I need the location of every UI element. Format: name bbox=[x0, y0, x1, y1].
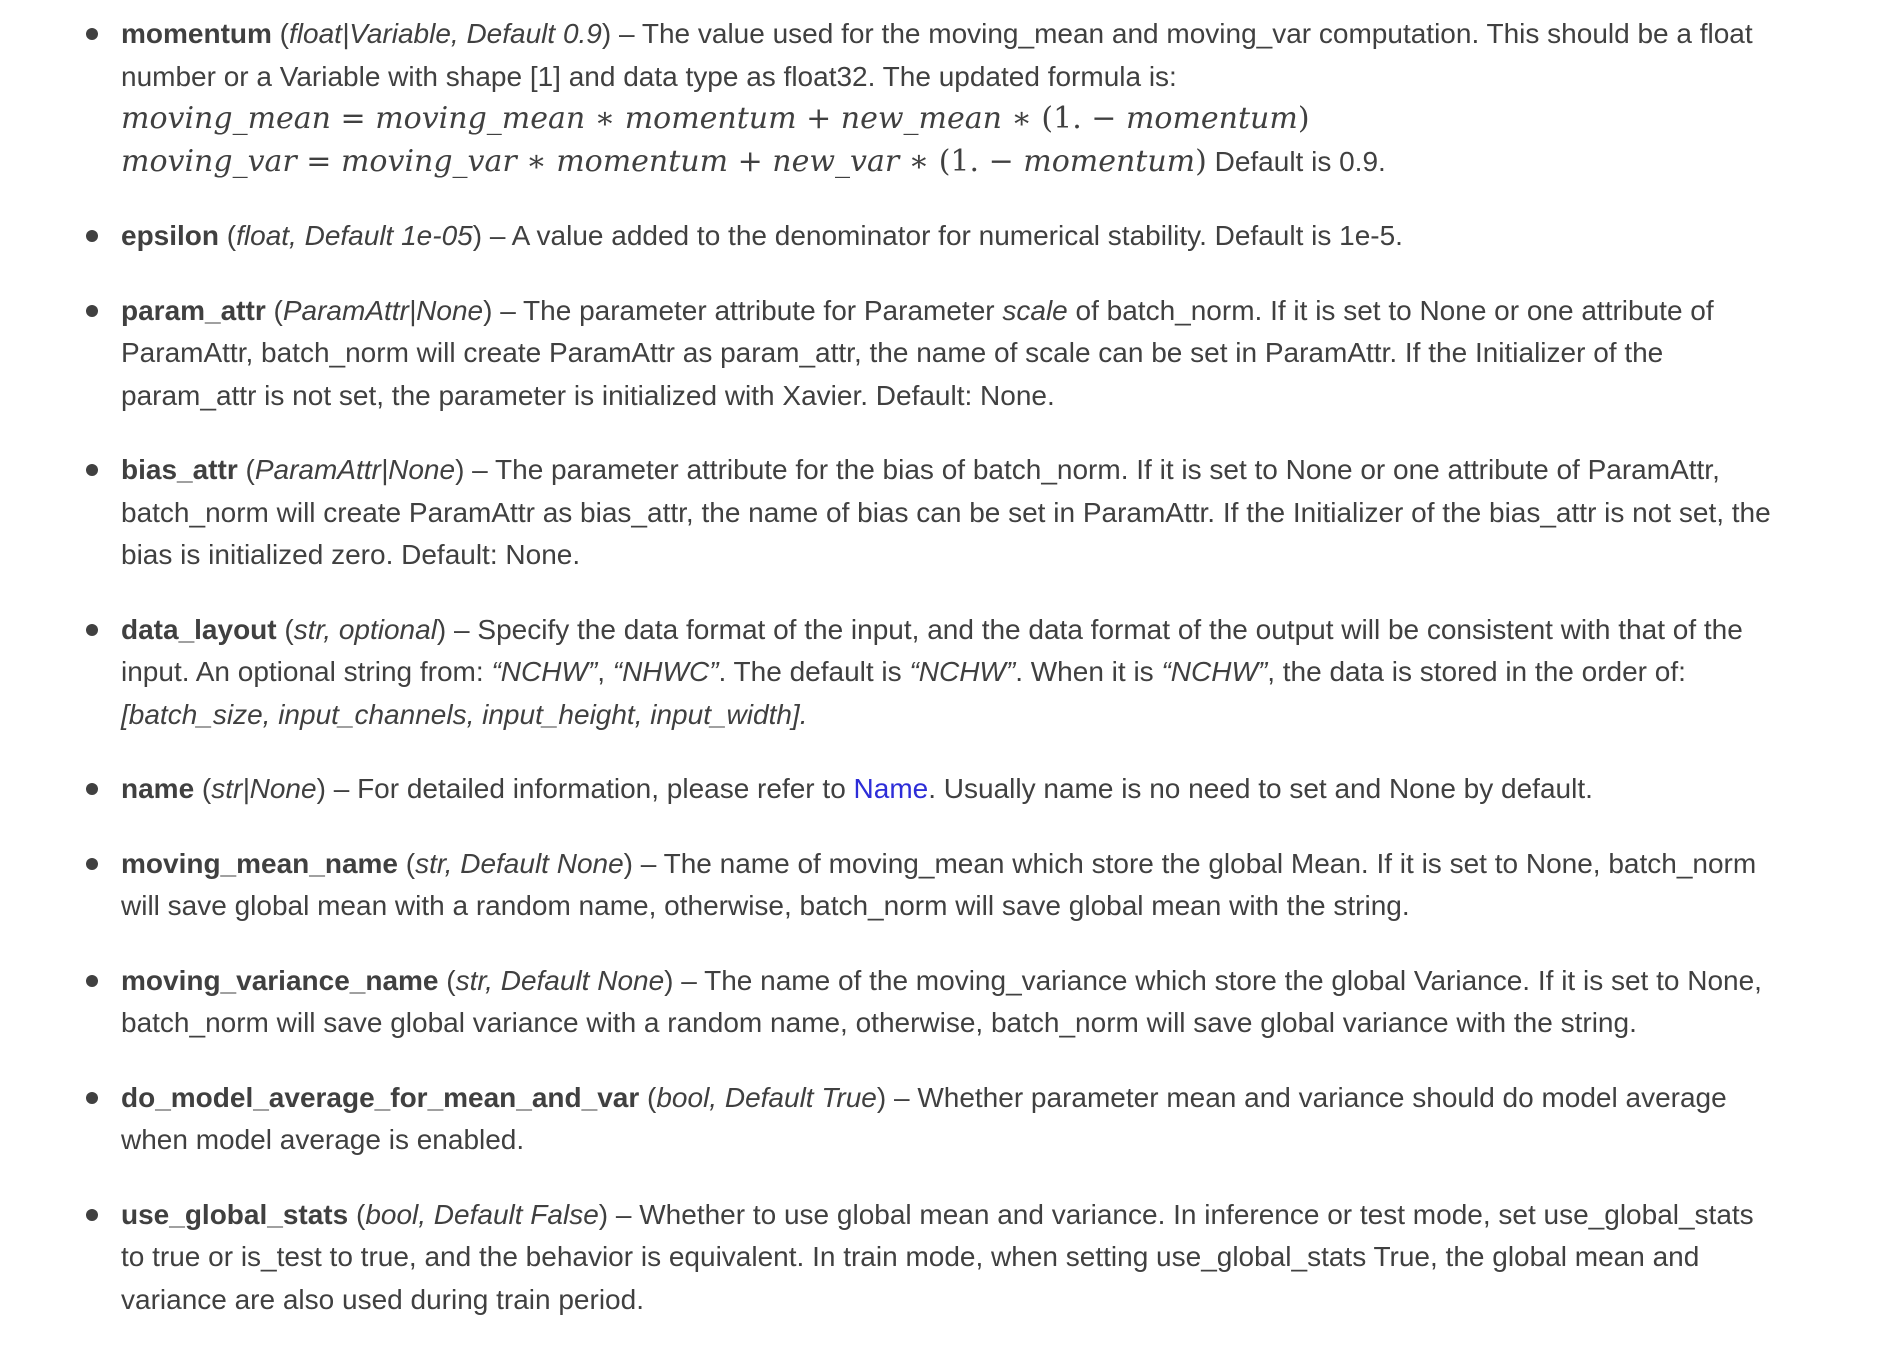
bullet-icon bbox=[86, 975, 98, 987]
param-type: ParamAttr|None bbox=[254, 454, 456, 485]
math-op: ∗ bbox=[1001, 101, 1042, 136]
period: . bbox=[799, 698, 808, 730]
bullet-icon bbox=[86, 464, 98, 476]
param-use-global-stats bbox=[0, 1194, 1902, 1322]
punct-open: ( bbox=[219, 220, 237, 251]
bullet-icon bbox=[86, 230, 98, 242]
formula-moving-mean bbox=[121, 98, 1782, 141]
param-description-part: , the data is stored in the order of: bbox=[1267, 656, 1686, 687]
param-description: The parameter attribute for Parameter bbox=[523, 294, 1003, 326]
param-description: The name of the moving_variance which store the global Variance. If it is set to None, batch_norm will save global variance with a random name, otherwise, batch_norm will save global variance with the string. bbox=[121, 964, 1762, 1038]
param-type: str|None bbox=[211, 773, 317, 804]
punct-close: ) – bbox=[876, 1081, 918, 1113]
formula-moving-var bbox=[121, 144, 1207, 179]
punct-close: ) – bbox=[664, 964, 705, 996]
param-description: For detailed information, please refer to bbox=[357, 773, 854, 804]
bullet-icon bbox=[86, 305, 98, 317]
punct-open: ( bbox=[237, 454, 255, 485]
param-description-part: . When it is bbox=[1015, 656, 1162, 687]
punct-close: ) – bbox=[316, 773, 358, 804]
param-bias-attr bbox=[0, 449, 1902, 577]
param-description: Specify the data format of the input, and the data format of the output will be consistent with that of the input. An optional string from: bbox=[121, 613, 1743, 687]
math-term: momentum bbox=[1125, 101, 1298, 136]
param-type: bool, Default False bbox=[365, 1198, 599, 1230]
math-term: new_mean bbox=[840, 101, 1002, 136]
format-option: “NCHW” bbox=[491, 656, 598, 687]
param-data-layout bbox=[0, 609, 1902, 737]
bullet-icon bbox=[86, 624, 98, 636]
param-name: moving_mean_name bbox=[121, 847, 398, 879]
default-note: Default is 0.9. bbox=[1206, 145, 1386, 177]
punct-open: ( bbox=[271, 18, 290, 49]
parameter-list bbox=[0, 13, 1902, 1321]
math-term: momentum bbox=[556, 143, 729, 179]
param-type: str, Default None bbox=[455, 964, 665, 996]
punct-close: ) – bbox=[601, 18, 642, 49]
param-name: do_model_average_for_mean_and_var bbox=[121, 1081, 640, 1113]
math-op: ∗ bbox=[585, 101, 625, 136]
param-name: bias_attr bbox=[121, 454, 238, 485]
punct-close: ) – bbox=[455, 454, 496, 485]
param-description: Whether parameter mean and variance should do model average when model average is enabled. bbox=[121, 1081, 1727, 1155]
param-name: param_attr bbox=[121, 294, 266, 326]
punct-close: ) – bbox=[623, 847, 664, 879]
param-type: ParamAttr|None bbox=[282, 294, 484, 326]
param-name: data_layout bbox=[121, 613, 277, 645]
param-type: str, Default None bbox=[415, 847, 624, 879]
data-order: [batch_size, input_channels, input_height, input_width] bbox=[121, 698, 800, 730]
punct-open: ( bbox=[639, 1081, 657, 1113]
punct-close: ) – bbox=[483, 294, 524, 326]
param-description-rest: . Usually name is no need to set and None by default. bbox=[928, 773, 1593, 804]
punct-close: ) – bbox=[472, 220, 512, 251]
punct-close: ) – bbox=[598, 1198, 640, 1230]
param-type: float|Variable, Default 0.9 bbox=[289, 18, 602, 49]
math-op: ) bbox=[1297, 101, 1310, 136]
math-op: ) bbox=[1195, 143, 1207, 179]
param-param-attr bbox=[0, 290, 1902, 418]
bullet-icon bbox=[86, 1209, 98, 1221]
param-momentum bbox=[0, 13, 1902, 183]
punct-open: ( bbox=[348, 1198, 366, 1230]
param-moving-mean-name bbox=[0, 843, 1902, 928]
bullet-icon bbox=[86, 858, 98, 870]
format-option: “NHWC” bbox=[612, 656, 719, 687]
param-name: name bbox=[121, 773, 195, 804]
math-term: moving_var bbox=[340, 143, 517, 179]
math-op: ∗ bbox=[899, 143, 939, 179]
param-description-part: . The default is bbox=[718, 656, 910, 687]
param-name: moving_variance_name bbox=[121, 964, 439, 996]
param-type: float, Default 1e-05 bbox=[236, 220, 473, 251]
punct-open: ( bbox=[194, 773, 212, 804]
param-name: momentum bbox=[121, 18, 272, 49]
math-term: momentum bbox=[624, 101, 797, 136]
format-option: “NCHW” bbox=[909, 656, 1016, 687]
param-description: The name of moving_mean which store the global Mean. If it is set to None, batch_norm will save global mean with a random name, otherwise, batch_norm will save global mean with the string. bbox=[121, 847, 1757, 921]
punct-open: ( bbox=[438, 964, 456, 996]
math-op: + bbox=[728, 143, 773, 179]
math-op: + bbox=[796, 101, 841, 136]
bullet-icon bbox=[86, 783, 98, 795]
punct-open: ( bbox=[276, 613, 294, 645]
math-term: moving_var bbox=[121, 143, 297, 179]
param-description: The value used for the moving_mean and moving_var computation. This should be a float number or a Variable with shape [1] and data type as float32. The updated formula is: bbox=[121, 18, 1753, 92]
punct-close: ) – bbox=[436, 613, 478, 645]
param-do-model-average bbox=[0, 1077, 1902, 1162]
punct-open: ( bbox=[398, 847, 416, 879]
param-epsilon bbox=[0, 215, 1902, 258]
bullet-icon bbox=[86, 1092, 98, 1104]
param-name: epsilon bbox=[121, 220, 220, 251]
param-moving-variance-name bbox=[0, 960, 1902, 1045]
param-name: use_global_stats bbox=[121, 1198, 349, 1230]
math-term: new_var bbox=[772, 143, 900, 179]
name-link[interactable]: Name bbox=[853, 773, 929, 804]
param-description: The parameter attribute for the bias of batch_norm. If it is set to None or one attribute of ParamAttr, batch_norm will create ParamAttr as bias_attr, the name of bias can be set in ParamAttr. If the Initializer of the bias_attr is not set, the bias is initialized zero. Default: None. bbox=[121, 454, 1771, 570]
punct-open: ( bbox=[265, 294, 283, 326]
param-type: bool, Default True bbox=[656, 1081, 877, 1113]
param-description: Whether to use global mean and variance. In inference or test mode, set use_global_stats to true or is_test to true, and the behavior is equivalent. In train mode, when setting use_global_stats True, the global mean and variance are also used during train period. bbox=[121, 1198, 1754, 1315]
formula-moving-var-line bbox=[121, 141, 1782, 184]
math-op: (1. − bbox=[938, 143, 1024, 179]
param-description-emphasis: scale bbox=[1002, 294, 1068, 326]
format-option: “NCHW” bbox=[1161, 656, 1268, 687]
bullet-icon bbox=[86, 28, 98, 40]
param-description-rest: of batch_norm. If it is set to None or one attribute of ParamAttr, batch_norm will create ParamAttr as param_attr, the name of scale can be set in ParamAttr. If the Initializer of the param_attr is not set, the parameter is initialized with Xavier. Default: None. bbox=[121, 294, 1714, 411]
math-op: = bbox=[331, 101, 376, 136]
param-description: A value added to the denominator for numerical stability. Default is 1e-5. bbox=[511, 220, 1403, 251]
param-name-item bbox=[0, 768, 1902, 811]
math-term: moving_mean bbox=[121, 101, 331, 136]
math-op: (1. − bbox=[1041, 101, 1126, 136]
math-term: moving_mean bbox=[375, 101, 586, 136]
param-type: str, optional bbox=[293, 613, 437, 645]
math-op: = bbox=[296, 143, 341, 179]
math-term: momentum bbox=[1023, 143, 1196, 179]
separator: , bbox=[597, 656, 613, 687]
math-op: ∗ bbox=[516, 143, 557, 179]
